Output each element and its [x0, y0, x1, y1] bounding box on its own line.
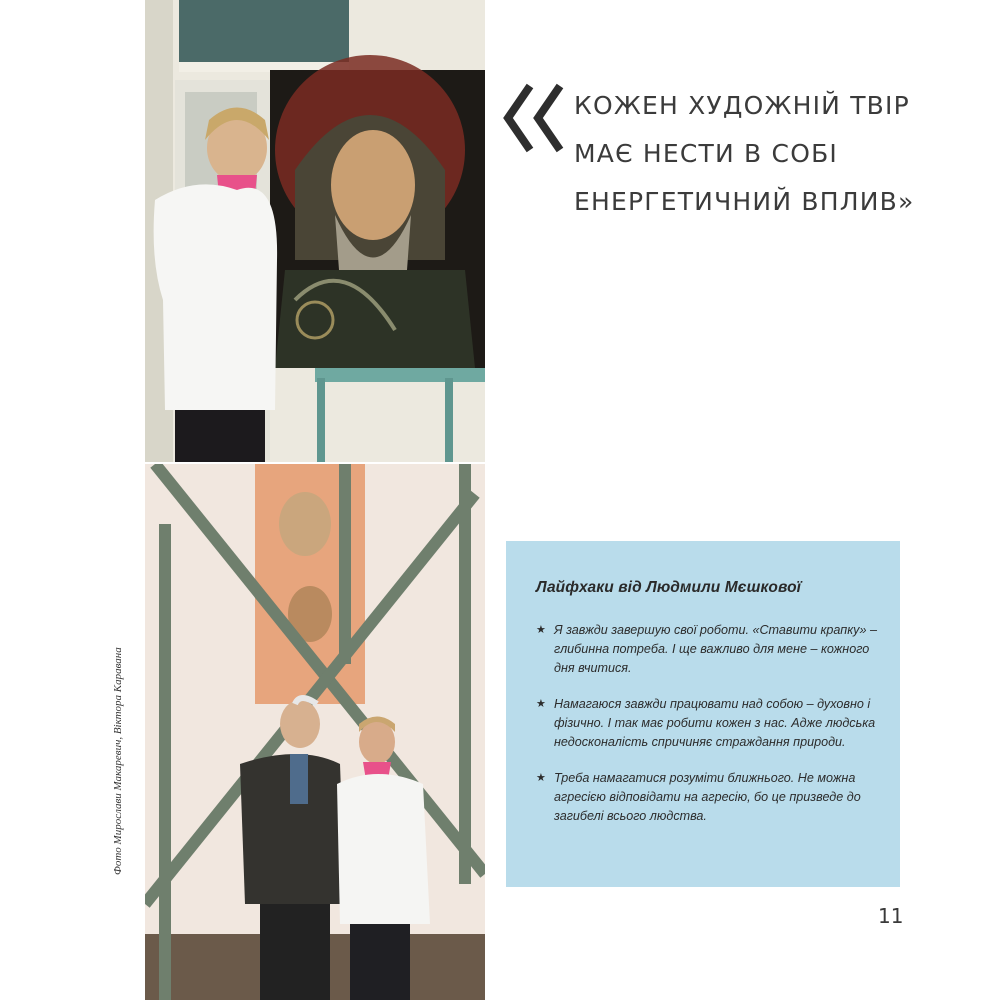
photo-caption: Фото Мирослави Макаревич, Віктора Каравана	[112, 647, 124, 875]
tip-item	[536, 621, 878, 678]
tips-box	[506, 541, 900, 887]
tip-item	[536, 769, 878, 826]
tip-item	[536, 695, 878, 752]
star-bullet-icon: ★	[536, 624, 546, 636]
pull-quote-line: КОЖЕН ХУДОЖНІЙ ТВІР	[574, 91, 910, 120]
tips-title: Лайфхаки від Людмили Мєшкової	[536, 579, 802, 596]
page-number: 11	[878, 904, 904, 928]
tip-text: Намагаюся завжди працювати над собою – духовно і фізично. І так має робити кожен з нас. Адже людська недосконалість спричиняє страждання природи.	[554, 697, 876, 749]
photo-couple-with-scaffolding-image	[145, 464, 485, 1000]
pull-quote-line: ЕНЕРГЕТИЧНИЙ ВПЛИВ»	[574, 187, 915, 216]
photo-artist-with-painting	[145, 0, 485, 462]
photo-artist-with-painting-image	[145, 0, 485, 462]
pull-quote-line: МАЄ НЕСТИ В СОБІ	[574, 139, 838, 168]
quote-mark-icon	[500, 78, 570, 158]
tip-text: Я завжди завершую свої роботи. «Ставити крапку» – глибинна потреба. І ще важливо для мене – кожного дня вчитися.	[554, 623, 877, 675]
tips-list	[536, 621, 878, 826]
star-bullet-icon: ★	[536, 698, 546, 710]
pull-quote	[574, 82, 914, 226]
star-bullet-icon: ★	[536, 772, 546, 784]
tip-text: Треба намагатися розуміти ближнього. Не можна агресією відповідати на агресію, бо це призведе до загибелі всього людства.	[554, 771, 861, 823]
photo-couple-with-scaffolding	[145, 464, 485, 1000]
